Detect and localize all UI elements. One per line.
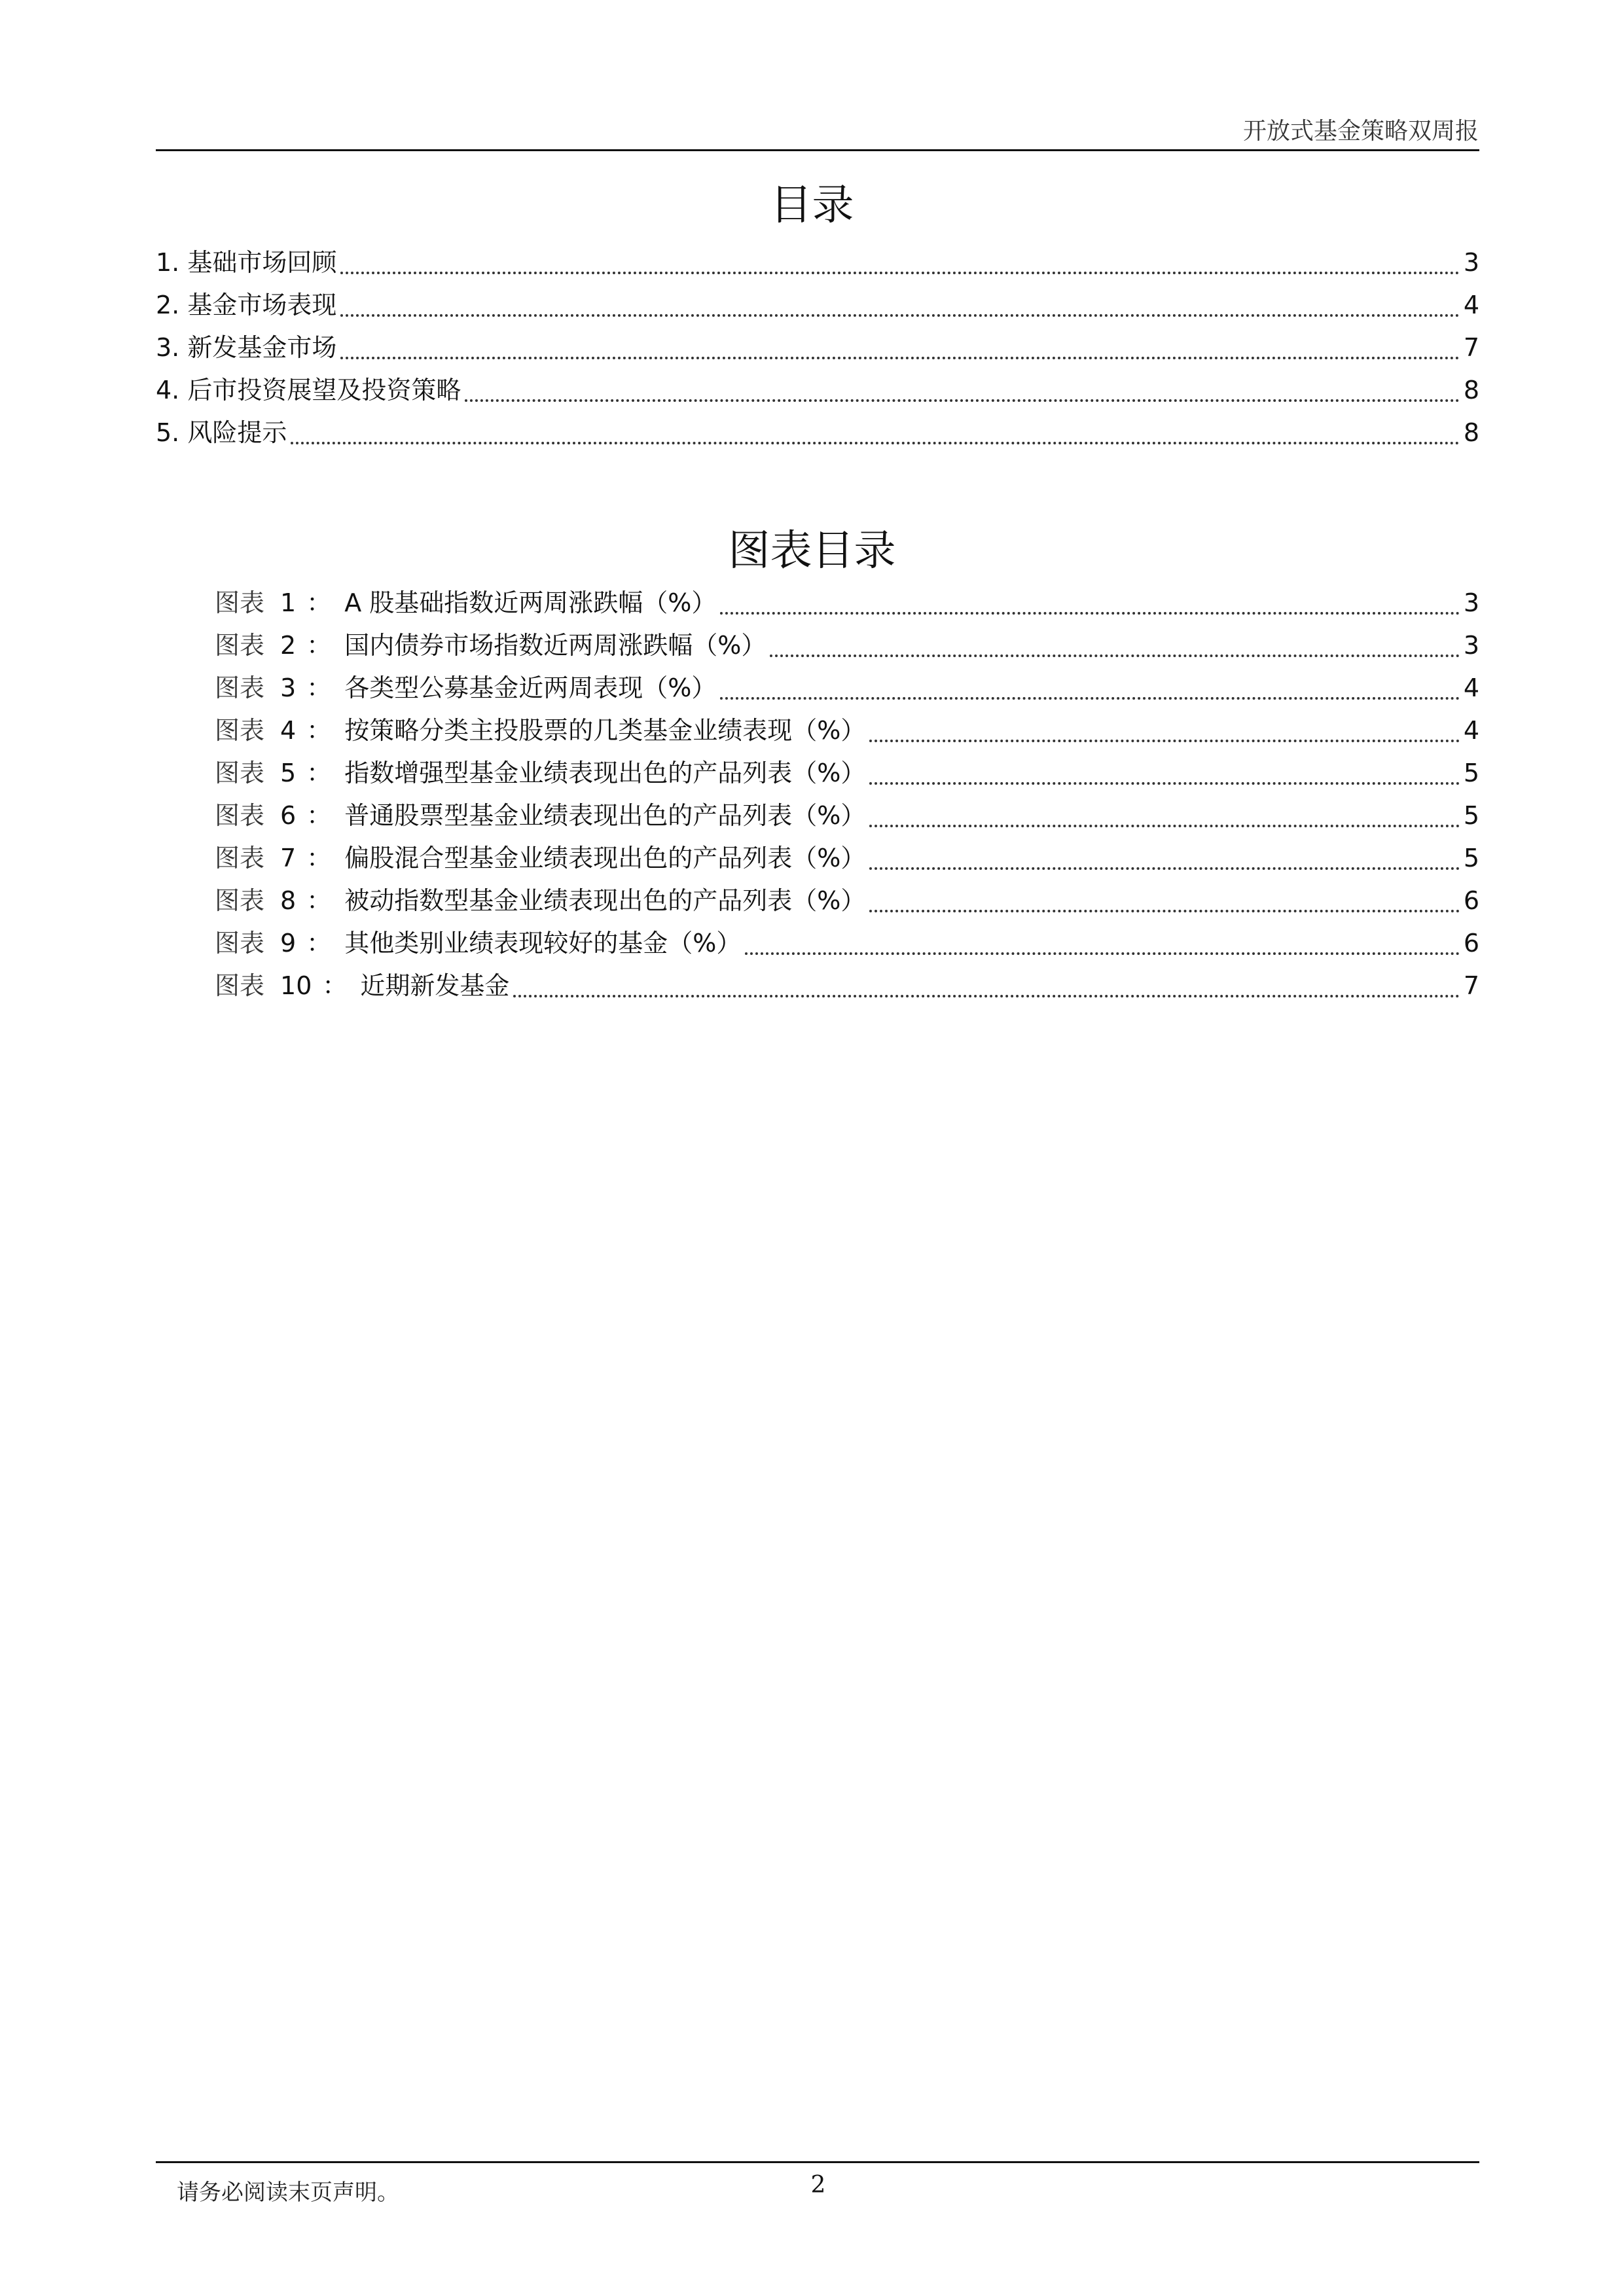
figure-number: 5: [280, 759, 297, 787]
figure-prefix: 图表: [215, 929, 265, 958]
report-series-title: 开放式基金策略双周报: [1242, 118, 1479, 145]
figure-toc-entry[interactable]: [215, 625, 1479, 668]
figure-prefix: 图表: [215, 886, 265, 915]
dot-leader: [720, 697, 1459, 700]
figure-toc-entry[interactable]: [215, 880, 1479, 923]
figure-entry-label: 图表 1 ： A 股基础指数近两周涨跌幅（%）: [215, 588, 717, 617]
dot-leader: [869, 825, 1459, 827]
toc-entry-label: 3. 新发基金市场: [156, 333, 337, 362]
figure-entry-label: 图表 2 ： 国内债券市场指数近两周涨跌幅（%）: [215, 631, 767, 660]
figure-entry-page: 5: [1463, 844, 1479, 872]
footer-divider: [156, 2161, 1479, 2163]
figure-prefix: 图表: [215, 971, 265, 1000]
figure-number: 8: [280, 886, 297, 915]
figure-toc-entry[interactable]: [215, 583, 1479, 625]
toc-entry-label: 2. 基金市场表现: [156, 291, 337, 319]
figure-toc-list: [215, 583, 1479, 1008]
figure-entry-page: 3: [1463, 631, 1479, 660]
dot-leader: [291, 442, 1459, 444]
toc-entry[interactable]: [156, 242, 1479, 285]
toc-entry-label: 1. 基础市场回顾: [156, 248, 337, 277]
dot-leader: [513, 995, 1459, 997]
toc-entry-page: 7: [1463, 333, 1479, 362]
figure-toc-entry[interactable]: [215, 795, 1479, 838]
toc-entry-label: 5. 风险提示: [156, 418, 287, 447]
toc-heading: 目录: [770, 181, 854, 230]
toc-entry-page: 8: [1463, 376, 1479, 404]
figure-prefix: 图表: [215, 801, 265, 830]
dot-leader: [745, 952, 1459, 955]
toc-entry-label: 4. 后市投资展望及投资策略: [156, 376, 461, 404]
toc-entry-page: 3: [1463, 248, 1479, 277]
figure-number: 9: [280, 929, 297, 958]
figure-entry-page: 4: [1463, 716, 1479, 745]
dot-leader: [465, 399, 1459, 402]
toc-entry[interactable]: [156, 327, 1479, 370]
page-number: 2: [810, 2172, 826, 2198]
dot-leader: [340, 314, 1459, 317]
figure-number: 7: [280, 844, 297, 872]
dot-leader: [340, 272, 1459, 274]
toc-entry[interactable]: [156, 285, 1479, 327]
figure-prefix: 图表: [215, 844, 265, 872]
figure-entry-label: 图表 5 ： 指数增强型基金业绩表现出色的产品列表（%）: [215, 759, 866, 787]
figure-entry-label: 图表 3 ： 各类型公募基金近两周表现（%）: [215, 673, 717, 702]
figure-toc-entry[interactable]: [215, 753, 1479, 795]
figure-number: 1: [280, 588, 297, 617]
figure-entry-page: 6: [1463, 929, 1479, 958]
figure-title: 各类型公募基金近两周表现（%）: [344, 673, 717, 702]
dot-leader: [869, 867, 1459, 870]
figure-number: 4: [280, 716, 297, 745]
toc-entry-page: 4: [1463, 291, 1479, 319]
figure-prefix: 图表: [215, 631, 265, 660]
figure-prefix: 图表: [215, 588, 265, 617]
header-divider: [156, 149, 1479, 151]
figure-title: 其他类别业绩表现较好的基金（%）: [344, 929, 742, 958]
dot-leader: [770, 655, 1459, 657]
figure-number: 6: [280, 801, 297, 830]
dot-leader: [869, 740, 1459, 742]
dot-leader: [869, 910, 1459, 912]
figure-entry-page: 3: [1463, 588, 1479, 617]
toc-entry[interactable]: [156, 412, 1479, 455]
figure-entry-label: 图表 7 ： 偏股混合型基金业绩表现出色的产品列表（%）: [215, 844, 866, 872]
figure-number: 2: [280, 631, 297, 660]
figure-number: 10: [280, 971, 312, 1000]
figure-title: 国内债券市场指数近两周涨跌幅（%）: [344, 631, 767, 660]
figure-prefix: 图表: [215, 673, 265, 702]
toc-entry-page: 8: [1463, 418, 1479, 447]
figure-toc-heading: 图表目录: [728, 527, 896, 575]
figure-entry-label: 图表 10 ： 近期新发基金: [215, 971, 510, 1000]
figure-entry-page: 4: [1463, 673, 1479, 702]
figure-entry-page: 5: [1463, 801, 1479, 830]
figure-entry-page: 6: [1463, 886, 1479, 915]
figure-number: 3: [280, 673, 297, 702]
toc-list: [156, 242, 1479, 455]
figure-toc-entry[interactable]: [215, 710, 1479, 753]
disclaimer-note: 请务必阅读末页声明。: [177, 2179, 399, 2206]
figure-toc-entry[interactable]: [215, 965, 1479, 1008]
figure-title: 普通股票型基金业绩表现出色的产品列表（%）: [344, 801, 866, 830]
figure-entry-page: 7: [1463, 971, 1479, 1000]
dot-leader: [869, 782, 1459, 785]
figure-title: 偏股混合型基金业绩表现出色的产品列表（%）: [344, 844, 866, 872]
figure-entry-label: 图表 9 ： 其他类别业绩表现较好的基金（%）: [215, 929, 742, 958]
figure-toc-entry[interactable]: [215, 923, 1479, 965]
figure-prefix: 图表: [215, 759, 265, 787]
figure-prefix: 图表: [215, 716, 265, 745]
figure-title: 近期新发基金: [360, 971, 510, 1000]
figure-entry-label: 图表 6 ： 普通股票型基金业绩表现出色的产品列表（%）: [215, 801, 866, 830]
figure-entry-label: 图表 4 ： 按策略分类主投股票的几类基金业绩表现（%）: [215, 716, 866, 745]
figure-title: 按策略分类主投股票的几类基金业绩表现（%）: [344, 716, 866, 745]
figure-title: A 股基础指数近两周涨跌幅（%）: [344, 588, 717, 617]
figure-title: 被动指数型基金业绩表现出色的产品列表（%）: [344, 886, 866, 915]
dot-leader: [340, 357, 1459, 359]
dot-leader: [720, 612, 1459, 615]
figure-toc-entry[interactable]: [215, 838, 1479, 880]
figure-title: 指数增强型基金业绩表现出色的产品列表（%）: [344, 759, 866, 787]
figure-entry-page: 5: [1463, 759, 1479, 787]
figure-toc-entry[interactable]: [215, 668, 1479, 710]
toc-entry[interactable]: [156, 370, 1479, 412]
figure-entry-label: 图表 8 ： 被动指数型基金业绩表现出色的产品列表（%）: [215, 886, 866, 915]
